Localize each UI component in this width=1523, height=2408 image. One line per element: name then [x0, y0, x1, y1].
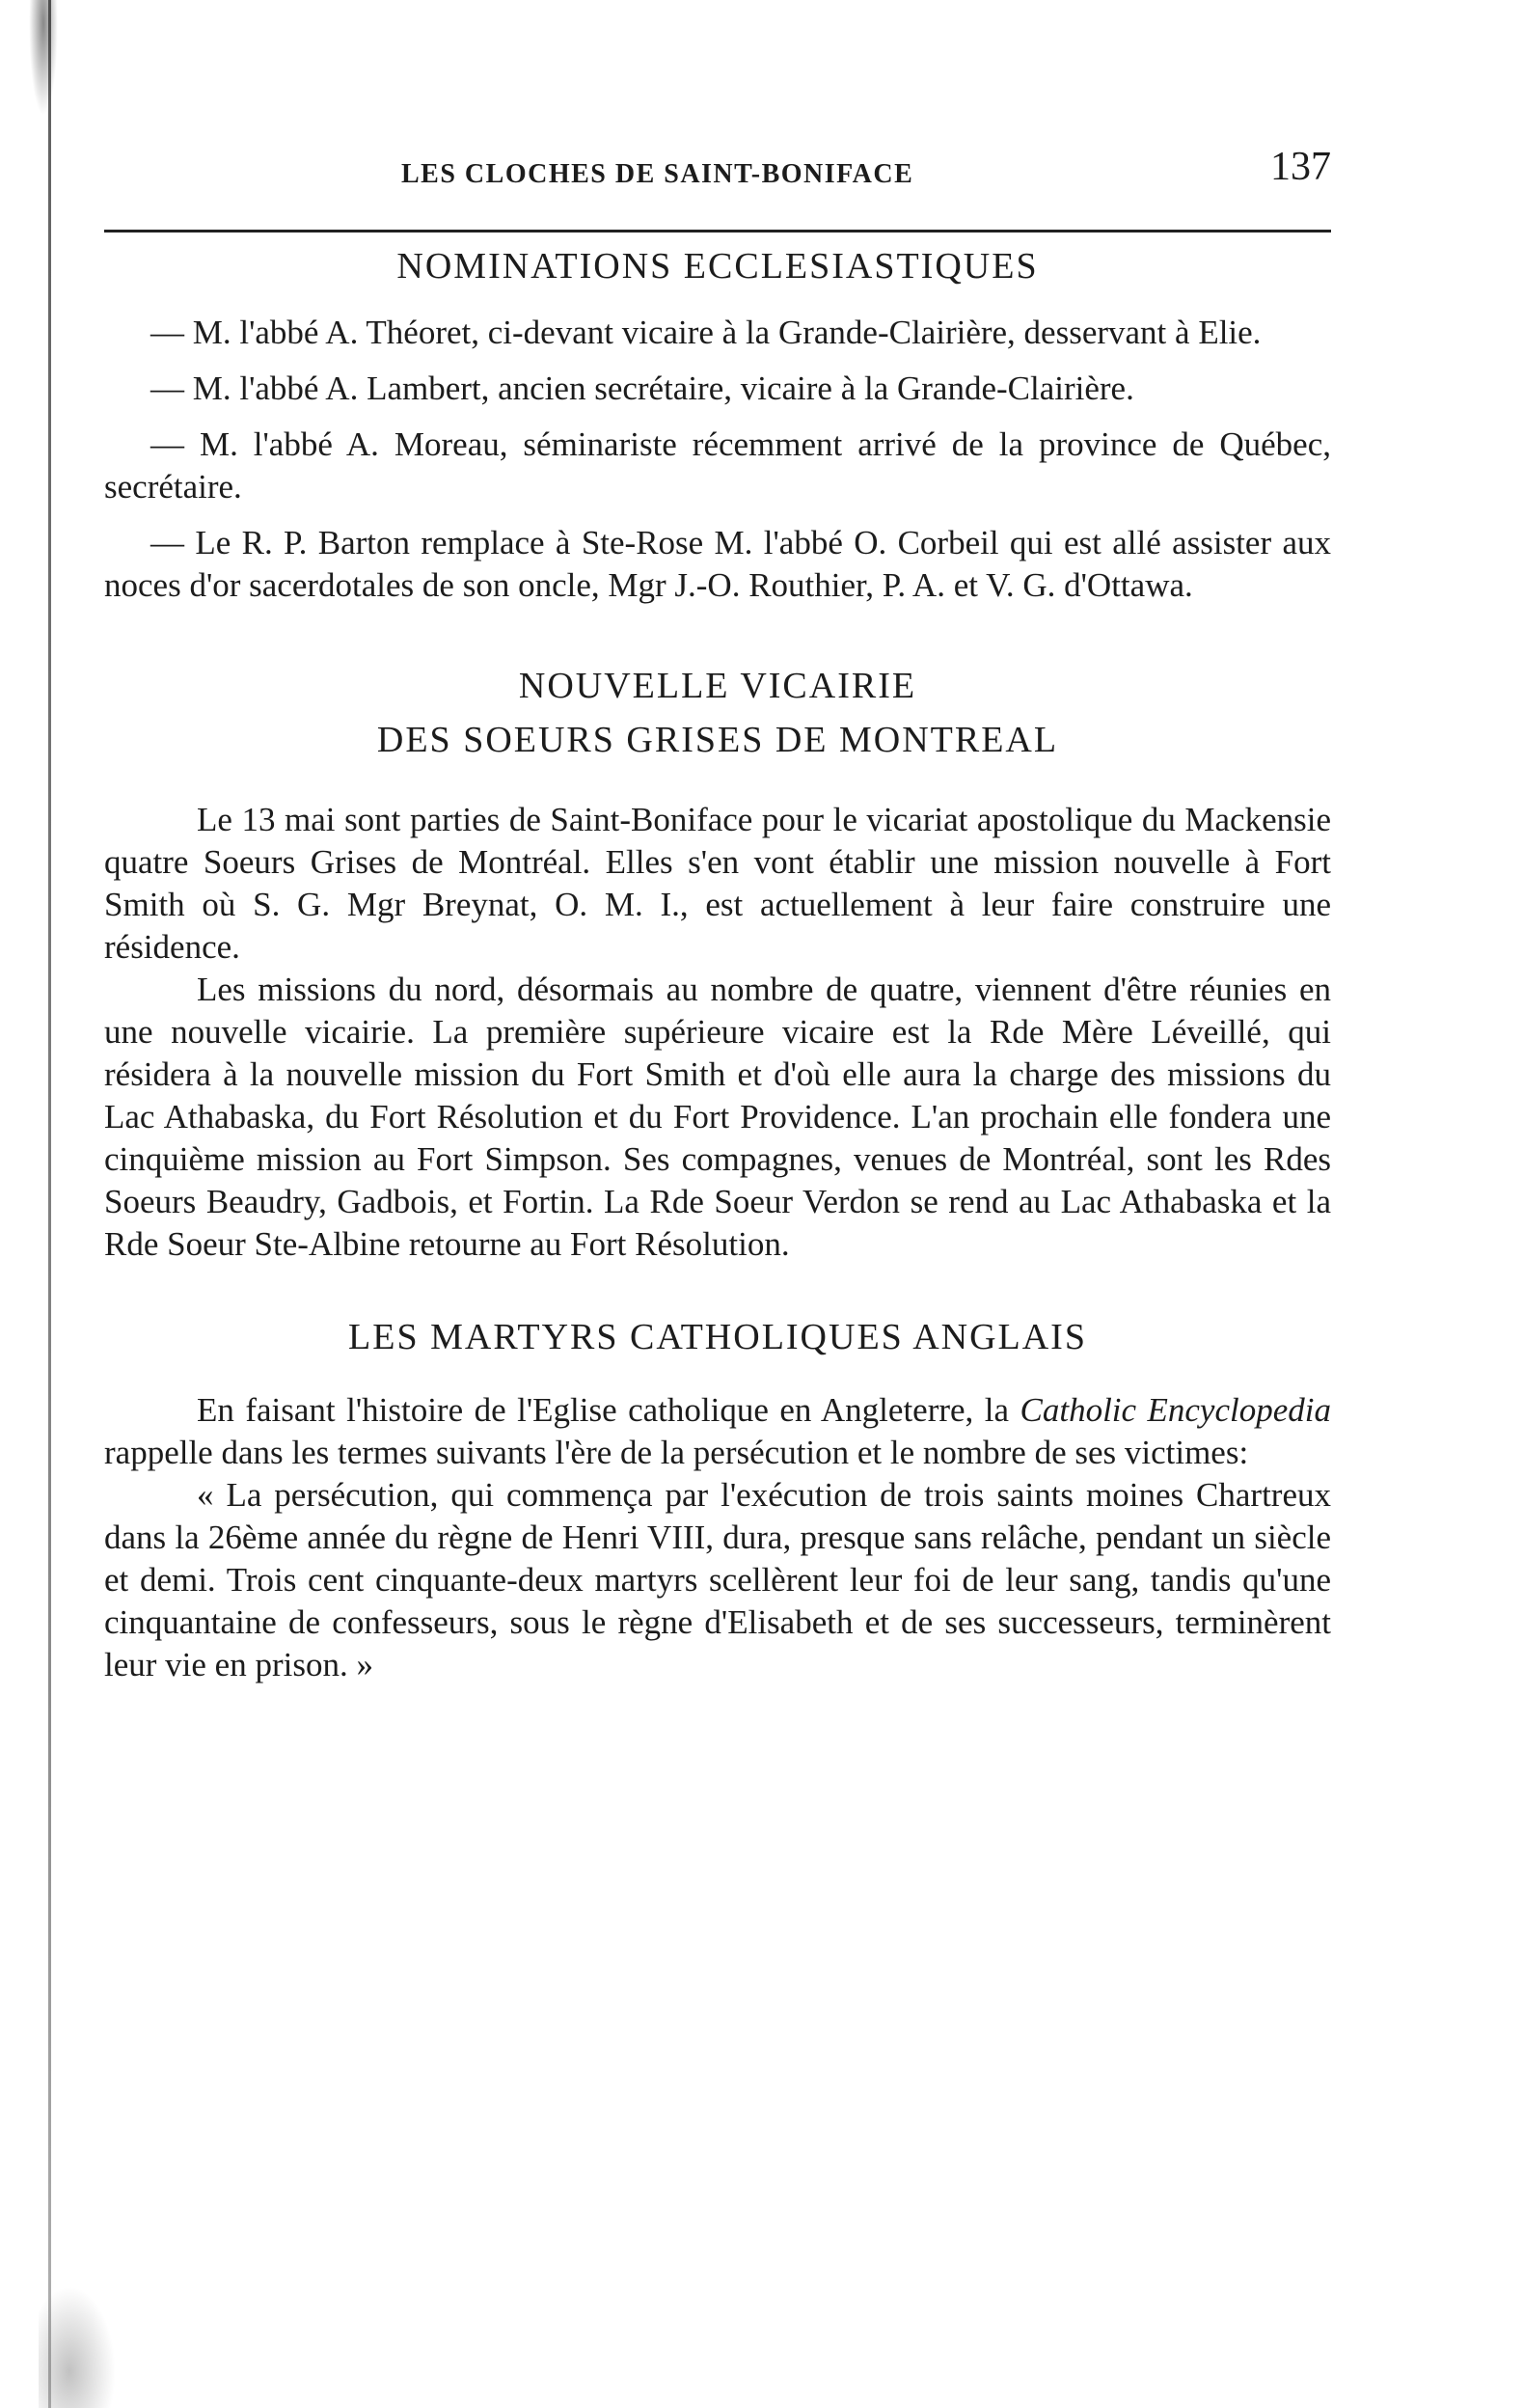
- page-edge-smudge-top: [29, 0, 58, 116]
- page-header: [104, 140, 1331, 198]
- section-title: NOMINATIONS ECCLESIASTIQUES: [396, 246, 1039, 287]
- intro-text-end: rappelle dans les termes suivants l'ère de la persécution et le nombre de ses victimes:: [104, 1433, 1249, 1471]
- section-nominations: [104, 243, 1331, 607]
- quotation-paragraph: « La persécution, qui commença par l'exécution de trois saints moines Chartreux dans la 26ème année du règne de Henri VIII, dura, presque sans relâche, pendant un siècle et demi. Trois cent cinquante-deux martyrs scellèrent leur foi de leur sang, tandis qu'une cinquantaine de confesseurs, sous le règne d'Elisabeth et de ses successeurs, terminèrent leur vie en prison. »: [104, 1475, 1331, 1683]
- section-martyrs: [104, 1314, 1331, 1685]
- section-subtitle: DES SOEURS GRISES DE MONTREAL: [376, 719, 1059, 760]
- page-edge-shadow: [48, 0, 51, 2408]
- intro-text-start: En faisant l'histoire de l'Eglise catholique en Angleterre, la: [197, 1390, 1020, 1429]
- intro-paragraph: [104, 1389, 1331, 1474]
- page-body: [104, 243, 1331, 1686]
- section-title: LES MARTYRS CATHOLIQUES ANGLAIS: [348, 1317, 1087, 1358]
- nomination-item: — M. l'abbé A. Lambert, ancien secrétaire, vicaire à la Grande-Clairière.: [150, 369, 1134, 408]
- body-paragraph: Les missions du nord, désormais au nombre de quatre, viennent d'être réunies en une nouvelle vicairie. La première supérieure vicaire est la Rde Mère Léveillé, qui résidera à la nouvelle mission du Fort Smith et d'où elle aura la charge des missions du Lac Athabaska, du Fort Résolution et du Fort Providence. L'an prochain elle fondera une cinquième mission au Fort Simpson. Ses compagnes, venues de Montréal, sont les Rdes Soeurs Beaudry, Gadbois, et Fortin. La Rde Soeur Verdon se rend au Lac Athabaska et la Rde Soeur Ste-Albine retourne au Fort Résolution.: [104, 971, 1331, 1264]
- nomination-item: — Le R. P. Barton remplace à Ste-Rose M. l'abbé O. Corbeil qui est allé assister aux noces d'or sacerdotales de son oncle, Mgr J.-O. Routhier, P. A. et V. G. d'Ottawa.: [104, 524, 1331, 605]
- page-number: 137: [1270, 145, 1331, 189]
- section-vicairie: [104, 663, 1331, 1266]
- cited-work-title: Catholic Encyclopedia: [1020, 1390, 1331, 1429]
- header-rule: [104, 230, 1331, 233]
- nomination-item: — M. l'abbé A. Moreau, séminariste récemment arrivé de la province de Québec, secrétaire.: [104, 425, 1331, 506]
- page-edge-smudge-bottom: [39, 2286, 116, 2408]
- running-title: LES CLOCHES DE SAINT-BONIFACE: [401, 159, 914, 189]
- body-paragraph: Le 13 mai sont parties de Saint-Boniface pour le vicariat apostolique du Mackensie quatre Soeurs Grises de Montréal. Elles s'en vont établir une mission nouvelle à Fort Smith où S. G. Mgr Breynat, O. M. I., est actuellement à leur faire construire une résidence.: [104, 801, 1331, 967]
- section-title: NOUVELLE VICAIRIE: [518, 666, 917, 707]
- nomination-item: — M. l'abbé A. Théoret, ci-devant vicaire à la Grande-Clairière, desservant à Elie.: [150, 314, 1262, 352]
